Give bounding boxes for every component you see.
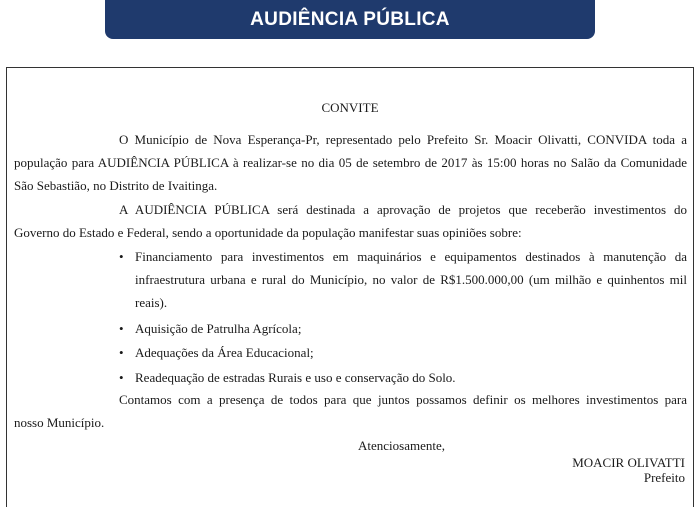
bullet-1-line-3: reais).	[135, 295, 168, 310]
bullet-dot: •	[119, 370, 124, 385]
paragraph-3-line-1: Contamos com a presença de todos para que juntos possamos definir os melhores investimentos para	[119, 392, 687, 407]
paragraph-1-line-2: população para AUDIÊNCIA PÚBLICA à realizar-se no dia 05 de setembro de 2017 às 15:00 horas no Salão da Comunidade	[14, 155, 687, 170]
bullet-dot: •	[119, 345, 124, 360]
bullet-1-line-1: Financiamento para investimentos em maquinários e equipamentos destinados à manutenção da	[135, 249, 687, 264]
bullet-1-line-2: infraestrutura urbana e rural do Município, no valor de R$1.500.000,00 (um milhão e quinhentos mil	[135, 272, 687, 287]
paragraph-1-line-1: O Município de Nova Esperança-Pr, representado pelo Prefeito Sr. Moacir Olivatti, CONVIDA toda a	[119, 132, 687, 147]
invitation-document	[6, 67, 694, 507]
paragraph-1-line-3: São Sebastião, no Distrito de Ivaitinga.	[14, 178, 218, 193]
paragraph-3-line-2: nosso Município.	[14, 415, 105, 430]
signer-title: Prefeito	[643, 470, 685, 485]
paragraph-2-line-2: Governo do Estado e Federal, sendo a oportunidade da população manifestar suas opiniões sobre:	[14, 225, 522, 240]
letter-heading: CONVITE	[321, 100, 379, 115]
bullet-2: Aquisição de Patrulha Agrícola;	[135, 321, 302, 336]
header-banner	[105, 0, 595, 39]
paragraph-2-line-1: A AUDIÊNCIA PÚBLICA será destinada a aprovação de projetos que receberão investimentos do	[119, 202, 687, 217]
bullet-4: Readequação de estradas Rurais e uso e conservação do Solo.	[135, 370, 456, 385]
signer-name: MOACIR OLIVATTI	[572, 455, 685, 470]
closing-salutation: Atenciosamente,	[358, 438, 445, 453]
banner-title: AUDIÊNCIA PÚBLICA	[250, 8, 450, 30]
bullet-dot: •	[119, 249, 124, 264]
bullet-3: Adequações da Área Educacional;	[135, 345, 314, 360]
bullet-dot: •	[119, 321, 124, 336]
